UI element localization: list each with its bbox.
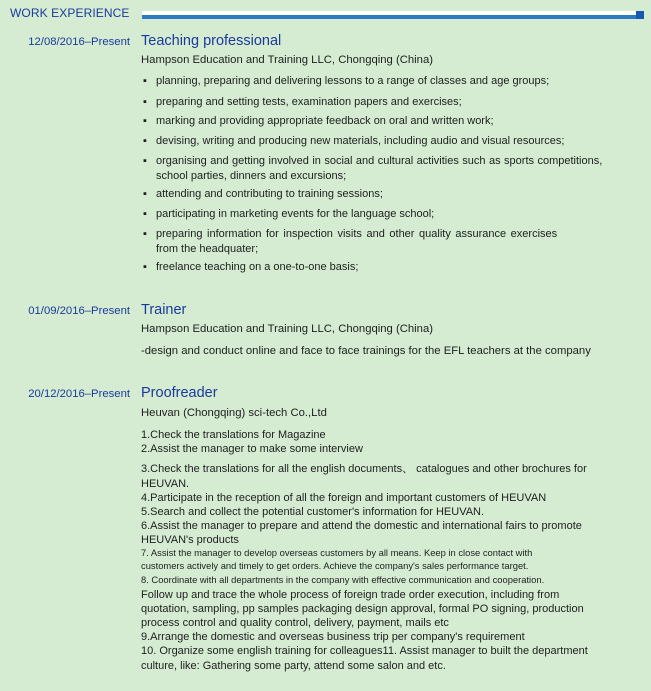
job-employer: Hampson Education and Training LLC, Chongqing (China) <box>141 323 434 335</box>
job-description: -design and conduct online and face to face trainings for the EFL teachers at the company <box>141 345 591 357</box>
bullet-dot-icon: ▪ <box>143 208 147 220</box>
bullet-dot-icon: ▪ <box>143 96 147 108</box>
duty-line: 4.Participate in the reception of all the foreign and important customers of HEUVAN <box>141 492 547 504</box>
duty-line: customers actively and timely to get orders. Achieve the company's sales performance target. <box>141 560 529 571</box>
duty-line: 3.Check the translations for all the english documents、 catalogues and other brochures for <box>141 463 587 475</box>
duty-line: 5.Search and collect the potential customer's information for HEUVAN. <box>141 506 485 518</box>
job-employer: Heuvan (Chongqing) sci-tech Co.,Ltd <box>141 407 327 419</box>
job-title: Proofreader <box>141 385 218 401</box>
job-title: Trainer <box>141 302 187 318</box>
duty-line: 6.Assist the manager to prepare and attend the domestic and international fairs to promote <box>141 520 582 532</box>
duty-line: 8. Coordinate with all departments in the company with effective communication and cooperation. <box>141 574 545 585</box>
duty-line: 2.Assist the manager to make some interview <box>141 443 363 455</box>
job-title: Teaching professional <box>141 33 282 49</box>
job-date: 12/08/2016–Present <box>28 36 130 48</box>
section-title: WORK EXPERIENCE <box>10 6 130 20</box>
divider-bar <box>142 15 644 19</box>
job-employer: Hampson Education and Training LLC, Chongqing (China) <box>141 54 434 66</box>
bullet-dot-icon: ▪ <box>143 75 147 87</box>
duty-line: Follow up and trace the whole process of foreign trade order execution, including from <box>141 589 560 601</box>
duty-line: 10. Organize some english training for colleagues11. Assist manager to built the department <box>141 645 588 657</box>
bullet-dot-icon: ▪ <box>143 135 147 147</box>
section-header <box>0 0 651 26</box>
duty-line: process control and quality control, delivery, payment, mails etc <box>141 617 449 629</box>
bullet-dot-icon: ▪ <box>143 228 147 240</box>
duty-line: quotation, sampling, pp samples packaging design approval, formal PO signing, production <box>141 603 584 615</box>
duty-line: 1.Check the translations for Magazine <box>141 429 326 441</box>
job-date: 20/12/2016–Present <box>28 388 130 400</box>
duty-line: HEUVAN. <box>141 478 190 490</box>
bullet-dot-icon: ▪ <box>143 261 147 273</box>
bullet-dot-icon: ▪ <box>143 155 147 167</box>
duty-line: culture, like: Gathering some party, attend some salon and etc. <box>141 660 446 672</box>
divider-end-block <box>636 11 644 19</box>
bullet-dot-icon: ▪ <box>143 115 147 127</box>
bullet-dot-icon: ▪ <box>143 188 147 200</box>
job-date: 01/09/2016–Present <box>28 305 130 317</box>
duty-line: 9.Arrange the domestic and overseas business trip per company's requirement <box>141 631 525 643</box>
duty-line: 7. Assist the manager to develop overseas customers by all means. Keep in close contact with <box>141 547 533 558</box>
duty-line: HEUVAN's products <box>141 534 239 546</box>
section-divider <box>142 11 644 19</box>
